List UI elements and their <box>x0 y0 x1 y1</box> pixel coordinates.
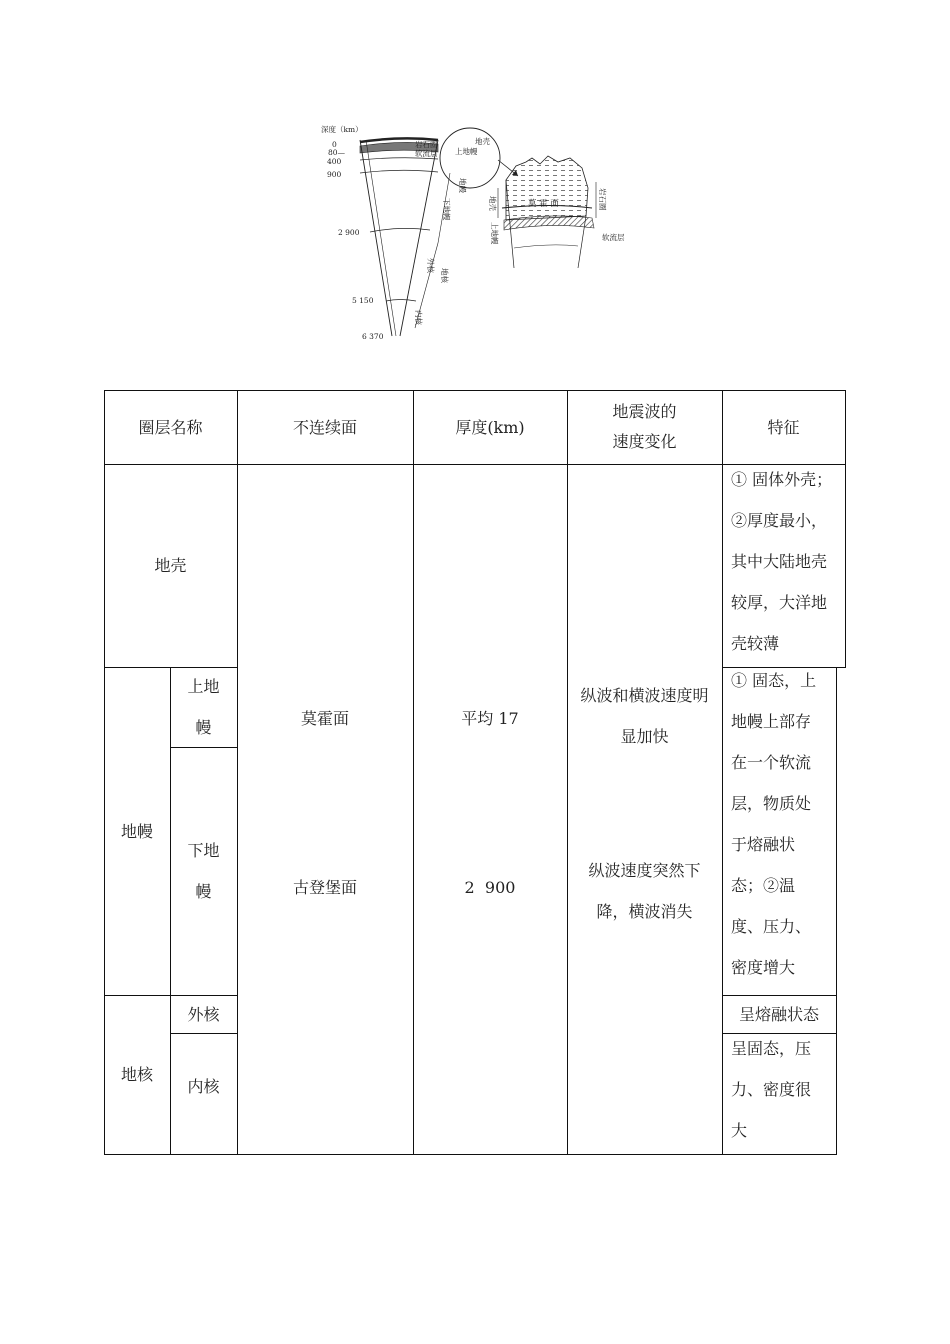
asthenosphere-label: 软流层 <box>415 149 438 158</box>
earth-structure-figure <box>320 118 660 348</box>
inset-upper-mantle-label: 上地幔 <box>490 222 499 245</box>
mantle-name: 地幔 <box>120 821 153 841</box>
lower-mantle-line2: 幔 <box>195 882 212 901</box>
inset-asthenosphere <box>504 216 594 230</box>
gutenberg-name: 古登堡面 <box>292 878 357 897</box>
crust-feature-line-2: ②厚度最小， <box>731 511 828 530</box>
header-discontinuity: 不连续面 <box>292 417 357 437</box>
depth-tick-900: 900 <box>327 170 342 179</box>
inset-crust-block <box>506 156 588 220</box>
gutenberg-wave-change <box>567 850 722 932</box>
earth-wedge-diagram <box>320 118 660 348</box>
mantle-feature-line-2: 地幔上部存 <box>731 712 812 731</box>
upper-mantle-name <box>170 667 237 747</box>
mantle-feature <box>731 660 837 995</box>
mantle-900-boundary <box>360 170 438 173</box>
upper-mantle-boundary <box>360 158 438 160</box>
mantle-feature-line-8: 密度增大 <box>731 958 796 977</box>
outer-core-feature: 呈熔融状态 <box>738 1004 819 1024</box>
header-wave-line1: 地震波的 <box>612 402 677 421</box>
inner-core-name: 内核 <box>187 1077 220 1096</box>
moho-thickness: 平均 17 <box>461 709 519 728</box>
depth-tick-80: 80— <box>328 148 346 157</box>
inset-crust-label: 地壳 <box>488 196 497 211</box>
depth-tick-400: 400 <box>327 157 342 166</box>
depth-tick-6370: 6 370 <box>362 332 384 341</box>
wedge-right-edge <box>400 140 438 336</box>
inner-core-feature-line-2: 力、密度很 <box>731 1080 812 1099</box>
mantle-label: 地幔 <box>458 178 467 193</box>
mantle-feature-line-6: 态；②温 <box>731 876 796 895</box>
discontinuity-col-divider <box>413 390 414 1155</box>
inset-lower-arc <box>514 245 578 248</box>
gutenberg-thickness: 2 900 <box>464 878 516 897</box>
gutenberg-wave-line2: 降，横波消失 <box>596 902 693 921</box>
inset-asthenosphere-label: 软流层 <box>602 233 625 242</box>
moho-wave-change <box>567 675 722 757</box>
upper-mantle-line2: 幔 <box>195 718 212 737</box>
lower-mantle-name <box>170 747 237 995</box>
inner-core-feature-line-3: 大 <box>731 1121 748 1140</box>
mantle-feature-line-7: 度、压力、 <box>731 917 812 936</box>
core-name: 地核 <box>120 1065 153 1084</box>
depth-tick-5150: 5 150 <box>352 296 374 305</box>
moho-wave-line2: 显加快 <box>620 727 669 746</box>
crust-feature-right-border <box>845 390 846 668</box>
header-wave-line2: 速度变化 <box>612 432 677 451</box>
inset-moho-label: 莫 霍 面 <box>528 199 559 209</box>
inner-core-feature <box>731 1028 837 1154</box>
depth-axis-label: 深度（km） <box>321 125 363 134</box>
wave-col-divider <box>722 390 723 1155</box>
moho-wave-line1: 纵波和横波速度明 <box>580 686 709 705</box>
crust-feature-line-5: 壳较薄 <box>731 634 780 653</box>
header-wave-speed <box>567 390 722 464</box>
inner-core-label: 内核 <box>414 310 423 325</box>
outer-core-name: 外核 <box>187 1004 220 1024</box>
mantle-feature-line-1: ① 固态，上 <box>731 671 817 690</box>
table-bottom-border <box>104 1154 837 1155</box>
name-col-divider <box>237 390 238 1155</box>
crust-name: 地壳 <box>154 556 187 575</box>
inset-lithosphere-label: 岩石圈 <box>598 188 607 211</box>
moho-name: 莫霍面 <box>300 709 349 728</box>
upper-mantle-line1: 上地 <box>187 677 220 696</box>
crust-feature-line-1: ① 固体外壳； <box>731 470 833 489</box>
mantle-feature-line-4: 层，物质处 <box>731 794 812 813</box>
inner-core-feature-line-1: 呈固态，压 <box>731 1039 812 1058</box>
header-layer-name: 圈层名称 <box>138 417 203 437</box>
lithosphere-label: 岩石圈 <box>415 140 438 149</box>
upper-mantle-label: 上地幔 <box>455 147 478 156</box>
wedge-left-edge <box>360 140 392 336</box>
header-thickness: 厚度(km) <box>455 417 525 437</box>
lower-mantle-label: 下地幔 <box>442 198 451 221</box>
crust-feature-line-4: 较厚，大洋地 <box>731 593 828 612</box>
crust-label: 地壳 <box>475 137 490 146</box>
header-feature: 特征 <box>767 417 800 437</box>
core-label: 地核 <box>440 268 449 283</box>
magnifier-circle <box>440 128 500 188</box>
mantle-feature-line-3: 在一个软流 <box>731 753 812 772</box>
crust-feature <box>731 459 845 667</box>
wedge-left-inner <box>366 140 396 336</box>
depth-tick-0: 0 <box>332 140 337 149</box>
lower-mantle-line1: 下地 <box>187 841 220 860</box>
gutenberg-wave-line1: 纵波速度突然下 <box>588 861 701 880</box>
thickness-col-divider <box>567 390 568 1155</box>
core-bracket <box>415 243 438 328</box>
mantle-feature-line-5: 于熔融状 <box>731 835 796 854</box>
outer-core-label: 外核 <box>426 258 435 273</box>
depth-tick-2900: 2 900 <box>338 228 360 237</box>
crust-feature-line-3: 其中大陆地壳 <box>731 552 828 571</box>
